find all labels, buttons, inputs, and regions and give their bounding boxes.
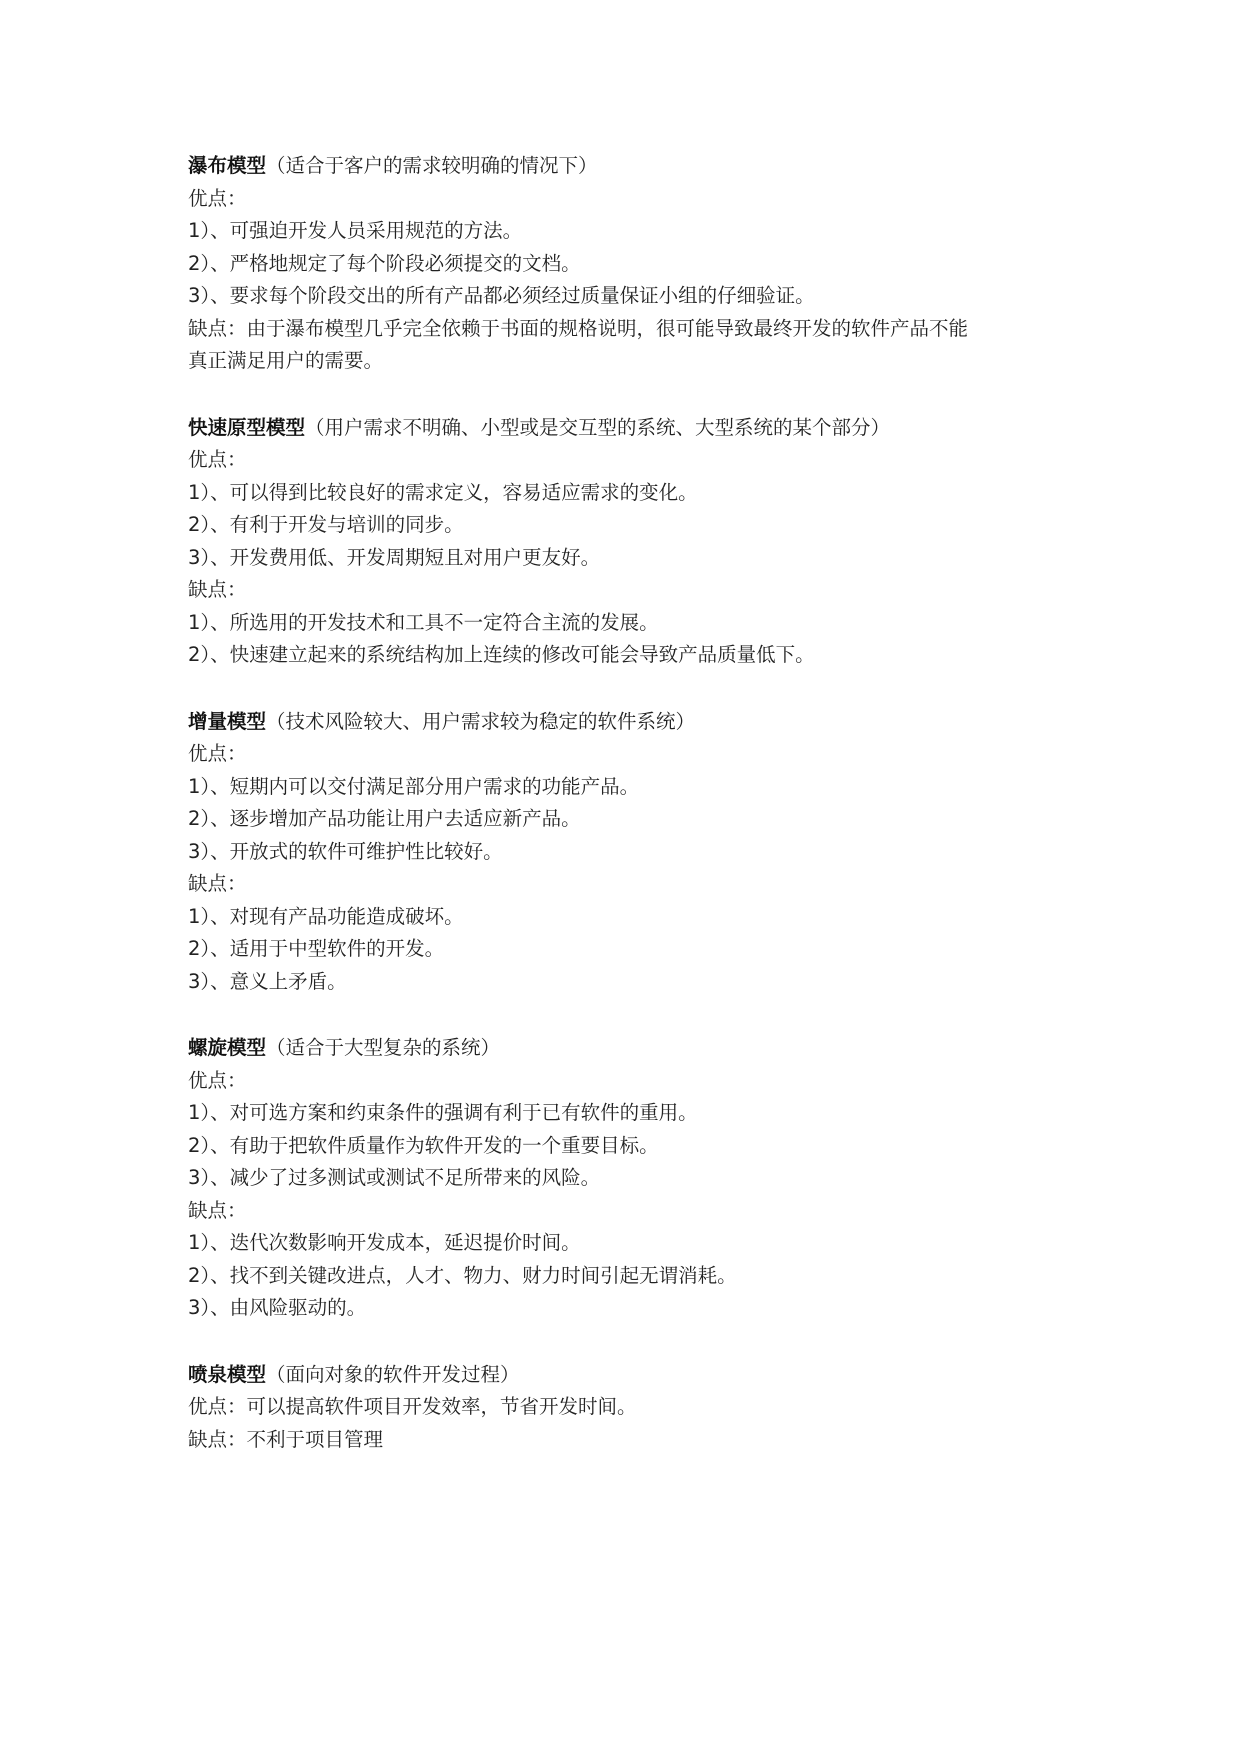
text-line: 1）、可以得到比较良好的需求定义，容易适应需求的变化。 — [188, 480, 698, 504]
section-heading — [188, 1359, 1088, 1392]
model-section — [188, 1359, 1088, 1457]
text-line: 2）、严格地规定了每个阶段必须提交的文档。 — [188, 251, 581, 275]
text-line: 2）、适用于中型软件的开发。 — [188, 937, 445, 960]
text-line: 优点： — [188, 1068, 247, 1092]
model-name: 喷泉模型 — [188, 1362, 267, 1386]
model-section — [188, 150, 1088, 378]
section-heading — [188, 150, 1088, 183]
section-heading — [188, 1032, 1088, 1065]
model-applicability-note: （适合于客户的需求较明确的情况下） — [266, 154, 598, 177]
model-name: 快速原型模型 — [188, 415, 306, 439]
text-line: 1）、所选用的开发技术和工具不一定符合主流的发展。 — [188, 610, 659, 634]
text-line: 1）、迭代次数影响开发成本，延迟提价时间。 — [188, 1231, 581, 1254]
model-applicability-note: （面向对象的软件开发过程） — [266, 1362, 520, 1386]
text-line: 3）、由风险驱动的。 — [188, 1296, 367, 1319]
model-applicability-note: （用户需求不明确、小型或是交互型的系统、大型系统的某个部分） — [305, 415, 891, 439]
model-name: 增量模型 — [188, 709, 267, 733]
model-section — [188, 706, 1088, 999]
model-name: 瀑布模型 — [188, 154, 267, 177]
text-line: 2）、快速建立起来的系统结构加上连续的修改可能会导致产品质量低下。 — [188, 643, 815, 666]
text-line: 3）、意义上矛盾。 — [188, 969, 347, 993]
text-line: 1）、可强迫开发人员采用规范的方法。 — [188, 219, 523, 242]
text-line: 3）、要求每个阶段交出的所有产品都必须经过质量保证小组的仔细验证。 — [188, 284, 815, 307]
text-line: 缺点：不利于项目管理 — [188, 1427, 384, 1451]
model-name: 螺旋模型 — [188, 1036, 267, 1059]
text-line: 2）、有助于把软件质量作为软件开发的一个重要目标。 — [188, 1133, 659, 1157]
text-line: 优点： — [188, 742, 247, 765]
text-line: 3）、开发费用低、开发周期短且对用户更友好。 — [188, 545, 601, 569]
model-applicability-note: （适合于大型复杂的系统） — [266, 1036, 501, 1059]
text-line: 3）、减少了过多测试或测试不足所带来的风险。 — [188, 1166, 601, 1189]
text-line: 真正满足用户的需要。 — [188, 349, 384, 372]
text-line: 1）、对现有产品功能造成破坏。 — [188, 904, 464, 928]
text-line: 1）、对可选方案和约束条件的强调有利于已有软件的重用。 — [188, 1101, 698, 1124]
text-line: 2）、有利于开发与培训的同步。 — [188, 513, 464, 536]
section-heading — [188, 412, 1088, 445]
text-line: 缺点： — [188, 872, 247, 895]
text-line: 1）、短期内可以交付满足部分用户需求的功能产品。 — [188, 774, 640, 798]
text-line: 缺点： — [188, 1198, 247, 1222]
text-line: 优点： — [188, 186, 247, 210]
model-section — [188, 412, 1088, 672]
document-body — [188, 150, 1088, 1490]
text-line: 2）、逐步增加产品功能让用户去适应新产品。 — [188, 807, 581, 830]
text-line: 缺点： — [188, 578, 247, 601]
text-line: 3）、开放式的软件可维护性比较好。 — [188, 839, 503, 863]
text-line: 优点：可以提高软件项目开发效率，节省开发时间。 — [188, 1395, 637, 1418]
text-line: 缺点：由于瀑布模型几乎完全依赖于书面的规格说明，很可能导致最终开发的软件产品不能 — [188, 316, 969, 340]
section-heading — [188, 706, 1088, 739]
model-section — [188, 1032, 1088, 1325]
model-applicability-note: （技术风险较大、用户需求较为稳定的软件系统） — [266, 709, 696, 733]
text-line: 优点： — [188, 448, 247, 471]
text-line: 2）、找不到关键改进点，人才、物力、财力时间引起无谓消耗。 — [188, 1263, 737, 1287]
